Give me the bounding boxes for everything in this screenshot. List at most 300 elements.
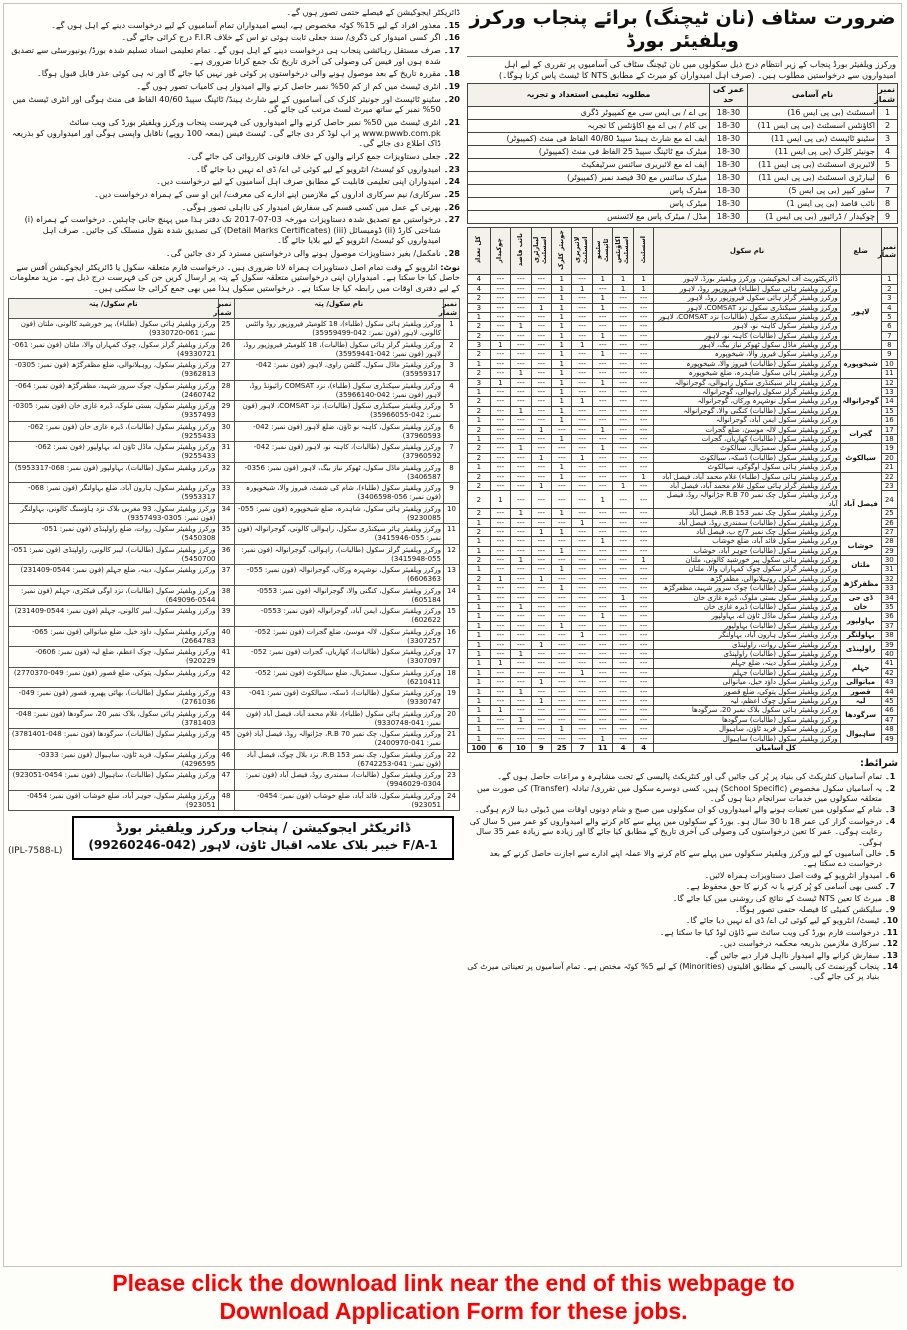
- vacancy-count: ---: [490, 425, 510, 434]
- vacancy-count: ---: [613, 612, 633, 621]
- vacancy-count: ---: [613, 649, 633, 658]
- vacancy-count: ---: [511, 612, 531, 621]
- instruction-number: 26۔: [443, 201, 460, 212]
- vacancy-count: 1: [531, 303, 551, 312]
- vacancy-total: 2: [468, 527, 491, 536]
- vacancy-count: ---: [572, 574, 592, 583]
- vacancy-row: [468, 435, 898, 444]
- positions-col-name: نام آسامی: [748, 83, 878, 106]
- instruction-item: [8, 189, 460, 200]
- vacancy-count: ---: [531, 565, 551, 574]
- term-item: [467, 916, 898, 926]
- school-row: [9, 442, 460, 463]
- vacancy-count: ---: [633, 678, 653, 687]
- vacancy-count: ---: [592, 640, 612, 649]
- vac-col-post: [592, 227, 612, 274]
- vacancy-count: ---: [490, 621, 510, 630]
- vacancy-district: قصور: [840, 687, 881, 696]
- vacancy-row: [468, 341, 898, 350]
- instruction-number: 23۔: [443, 163, 460, 174]
- vacancy-count: 1: [511, 509, 531, 518]
- vacancy-count: ---: [490, 631, 510, 640]
- vacancy-count: 1: [572, 341, 592, 350]
- vacancy-total: 1: [468, 649, 491, 658]
- school-sno: 35: [218, 524, 234, 545]
- vacancy-count: ---: [613, 621, 633, 630]
- position-age: 18-30: [710, 184, 748, 197]
- instruction-text: انٹری ٹیسٹ میں کم از کم 50% نمبر حاصل کرنے والے امیدوار ہی کامیاب تصور ہوں گے۔: [136, 80, 441, 91]
- vacancy-totals-count: 9: [531, 743, 551, 752]
- vacancy-school: ورکرز ویلفیئر سکول داؤد خیل، میانوالی: [654, 678, 840, 687]
- school-sno: 34: [218, 503, 234, 524]
- instruction-item: [8, 32, 460, 43]
- instruction-text: امیدواران اپنی تعلیمی قابلیت کے مطابق صرف اہل آسامیوں کے لیے درخواست دیں۔: [156, 176, 441, 187]
- position-name: لائبریری اسسٹنٹ (بی پی ایس 11): [748, 158, 878, 171]
- school-sno: 31: [218, 442, 234, 463]
- vacancy-count: ---: [633, 631, 653, 640]
- vacancy-count: ---: [633, 584, 653, 593]
- vacancy-row: [468, 537, 898, 546]
- vacancy-row: [468, 649, 898, 658]
- vacancy-count: ---: [511, 481, 531, 490]
- vacancy-count: 1: [633, 472, 653, 481]
- school-row: [9, 524, 460, 545]
- vacancy-count: ---: [552, 734, 572, 743]
- vacancy-count: 1: [511, 556, 531, 565]
- school-name: ورکرز ویلفیئر سکول (طالبات)، سرگودھا (فون نمبر: 048-3781401): [9, 729, 219, 750]
- vacancy-total: 1: [468, 537, 491, 546]
- vacancy-count: 1: [490, 706, 510, 715]
- vacancy-district: بہاولپور: [840, 612, 881, 631]
- school-name: ورکرز ویلفیئر ہائی سکول (طلباء)، 18 کلومیٹر فیروزپور روڈ وائٹس کالونی، لاہور (فون نمبر: 042-35959499): [234, 319, 444, 340]
- download-notice-line1: Please click the download link near the end of this webpage to: [112, 1269, 795, 1296]
- vacancy-school: ورکرز ویلفیئر ہائی سکول (طلباء) غلام محمد آباد، فیصل آباد: [654, 472, 840, 481]
- vacancy-school: ورکرز ویلفیئر سکول کاہنہ نو، لاہور: [654, 322, 840, 331]
- vacancy-count: ---: [572, 312, 592, 321]
- vacancy-count: ---: [613, 294, 633, 303]
- position-sno: 4: [878, 145, 898, 158]
- vacancy-school: ورکرز ویلفیئر سکول (طالبات) چوک سرور شہید، مظفرگڑھ: [654, 584, 840, 593]
- vacancy-count: ---: [572, 725, 592, 734]
- vacancy-district: سرگودھا: [840, 706, 881, 725]
- vacancy-count: 1: [552, 275, 572, 284]
- vacancy-total: 2: [468, 472, 491, 481]
- vacancy-count: ---: [572, 584, 592, 593]
- vacancy-count: ---: [613, 574, 633, 583]
- school-name: ورکرز ویلفیئر سکول، پتوکی، ضلع قصور (فون نمبر: 049-2770370): [9, 667, 219, 688]
- vacancy-count: ---: [633, 322, 653, 331]
- position-qualification: ایف اے مع شارٹ ہینڈ سپیڈ 40/80 الفاظ فی منٹ (کمپیوٹر): [468, 132, 710, 145]
- vacancy-count: ---: [572, 640, 592, 649]
- vacancy-count: ---: [531, 294, 551, 303]
- vacancy-count: ---: [592, 678, 612, 687]
- vacancy-row: [468, 734, 898, 743]
- positions-col-age: عمر کی حد: [710, 83, 748, 106]
- position-age: 18-30: [710, 119, 748, 132]
- vacancy-count: ---: [511, 294, 531, 303]
- instruction-number: 21۔: [443, 116, 460, 127]
- terms-heading: شرائط:: [860, 758, 898, 770]
- vacancy-totals-count: 7: [572, 743, 592, 752]
- instruction-text: سٹینو ٹائپسٹ اور جونیئر کلرک کی آسامیوں کے لیے شارٹ ہینڈ/ ٹائپنگ سپیڈ 40/60 الفاظ فی منٹ ہوگی اور انٹری ٹیسٹ میں 50% نمبر کے ساتھ میرٹ لسٹ مرتب کی جائے گی۔: [12, 93, 441, 115]
- term-item: [467, 882, 898, 892]
- instruction-item: [8, 94, 460, 115]
- vacancy-count: ---: [490, 546, 510, 555]
- vacancy-count: ---: [511, 574, 531, 583]
- vacancy-count: 1: [511, 603, 531, 612]
- vacancy-count: ---: [592, 556, 612, 565]
- vacancy-row: [468, 294, 898, 303]
- vacancy-total: 1: [468, 621, 491, 630]
- vacancy-count: ---: [633, 453, 653, 462]
- vacancy-school: ورکرز ویلفیئر سکول چک نمبر R.B 153، فیصل آباد: [654, 509, 840, 518]
- vacancy-sno: 34: [881, 593, 897, 602]
- school-name: ورکرز ویلفیئر سکول (طالبات)، ڈسکہ، سیالکوٹ (فون نمبر: 041-9330747): [234, 688, 444, 709]
- vacancy-count: ---: [592, 322, 612, 331]
- term-number: 2۔: [885, 783, 896, 793]
- vacancy-count: ---: [531, 593, 551, 602]
- vacancy-count: ---: [613, 312, 633, 321]
- vacancy-sno: 9: [881, 350, 897, 359]
- term-number: 4۔: [885, 816, 896, 826]
- vacancy-total: 1: [468, 546, 491, 555]
- vacancy-count: ---: [572, 612, 592, 621]
- school-sno: 5: [444, 401, 460, 422]
- vacancy-count: ---: [490, 322, 510, 331]
- vacancy-count: ---: [490, 463, 510, 472]
- vacancy-count: ---: [633, 312, 653, 321]
- vacancy-sno: 47: [881, 715, 897, 724]
- position-name: چوکیدار / ڈرائیور (بی پی ایس 1): [748, 210, 878, 223]
- vacancy-count: ---: [572, 378, 592, 387]
- vacancy-count: ---: [592, 518, 612, 527]
- vacancy-count: ---: [613, 341, 633, 350]
- vacancy-count: ---: [531, 725, 551, 734]
- vacancy-count: ---: [613, 435, 633, 444]
- vacancy-school: ورکرز ویلفیئر ماڈل سکول ٹھوکر نیاز بیگ، لاہور: [654, 341, 840, 350]
- vacancy-count: 1: [552, 621, 572, 630]
- vacancy-count: ---: [531, 369, 551, 378]
- vac-col-post: [511, 227, 531, 274]
- term-item: [467, 871, 898, 881]
- school-name: ورکرز ویلفیئر گرلز سکول (طالبات)، راہوالی، گوجرانوالہ (فون نمبر: 055-3415948): [234, 544, 444, 565]
- vacancy-sno: 16: [881, 416, 897, 425]
- vacancy-sno: 44: [881, 687, 897, 696]
- vacancy-count: ---: [613, 706, 633, 715]
- vacancy-count: ---: [633, 640, 653, 649]
- instruction-number: 22۔: [443, 150, 460, 161]
- vacancy-total: 1: [468, 584, 491, 593]
- school-name: ورکرز ویلفیئر سکول، بستی ملوک، ڈیرہ غازی خان (فون نمبر: 0305-9357493): [9, 401, 219, 422]
- vacancy-count: 1: [592, 303, 612, 312]
- vacancy-count: ---: [490, 584, 510, 593]
- position-sno: 7: [878, 184, 898, 197]
- vacancy-count: ---: [613, 472, 633, 481]
- vacancy-district: ملتان: [840, 556, 881, 575]
- vacancy-sno: 43: [881, 678, 897, 687]
- position-row: [468, 197, 898, 210]
- vacancy-count: ---: [592, 341, 612, 350]
- school-row: [9, 380, 460, 401]
- vacancy-district: مظفرگڑھ: [840, 574, 881, 593]
- vacancy-school: ورکرز ویلفیئر سکول نوشہرہ ورکاں، گوجرانوالہ: [654, 397, 840, 406]
- vacancy-count: ---: [511, 453, 531, 462]
- vacancy-sno: 6: [881, 322, 897, 331]
- vacancy-district: گجرات: [840, 425, 881, 444]
- vacancy-count: ---: [633, 294, 653, 303]
- vacancy-count: ---: [613, 303, 633, 312]
- vacancy-sno: 8: [881, 341, 897, 350]
- vacancy-count: 1: [613, 284, 633, 293]
- vacancy-count: 1: [552, 331, 572, 340]
- vac-col-post-label: اکاؤنٹس اسسٹنٹ: [614, 236, 631, 264]
- term-item: [467, 784, 898, 805]
- vacancy-district: لیہ: [840, 696, 881, 705]
- vacancy-count: ---: [633, 565, 653, 574]
- vacancy-total: 2: [468, 444, 491, 453]
- vacancy-count: ---: [592, 584, 612, 593]
- position-sno: 9: [878, 210, 898, 223]
- vacancy-school: ورکرز ویلفیئر سکول (طالبات) کھاریاں، گجرات: [654, 435, 840, 444]
- vacancy-count: ---: [490, 640, 510, 649]
- school-name: ورکرز ویلفیئر سکول، ایمن آباد، گوجرانوالہ (فون نمبر: 0553-602622): [234, 606, 444, 627]
- school-name: ورکرز ویلفیئر سکول، چک نمبر R.B 70، جڑانوالہ روڈ، فیصل آباد (فون نمبر: 041-2400970): [234, 729, 444, 750]
- vacancy-count: 1: [552, 378, 572, 387]
- vacancy-count: ---: [633, 491, 653, 509]
- vacancy-total: 1: [468, 696, 491, 705]
- vacancy-total: 1: [468, 734, 491, 743]
- position-age: 18-30: [710, 197, 748, 210]
- vacancy-count: ---: [490, 359, 510, 368]
- position-sno: 6: [878, 171, 898, 184]
- vacancy-count: 1: [552, 546, 572, 555]
- vacancy-count: ---: [531, 463, 551, 472]
- school-row: [9, 626, 460, 647]
- term-number: 14۔: [882, 961, 898, 971]
- vacancy-count: 1: [490, 378, 510, 387]
- vacancy-count: ---: [531, 312, 551, 321]
- vacancy-sno: 3: [881, 294, 897, 303]
- vacancy-row: [468, 612, 898, 621]
- vacancy-count: ---: [572, 425, 592, 434]
- vacancy-count: 1: [592, 425, 612, 434]
- instruction-item: [8, 248, 460, 259]
- vacancy-total: 2: [468, 509, 491, 518]
- vacancy-count: ---: [592, 621, 612, 630]
- position-row: [468, 106, 898, 119]
- vacancy-sno: 21: [881, 463, 897, 472]
- term-text: کسی بھی آسامی کو پُر کرنے یا نہ کرنے کا حق محفوظ ہے۔: [685, 882, 882, 892]
- vacancy-row: [468, 397, 898, 406]
- vacancy-count: ---: [633, 574, 653, 583]
- vacancy-count: 1: [633, 275, 653, 284]
- vacancy-sno: 39: [881, 640, 897, 649]
- vacancy-count: ---: [572, 734, 592, 743]
- vacancy-count: ---: [613, 584, 633, 593]
- vacancy-count: ---: [592, 416, 612, 425]
- instruction-text: صرف مستقل رہائشی پنجاب ہی درخواست دینے کے اہل ہوں گے۔ تمام تعلیمی اسناد تسلیم شدہ بورڈ/ یونیورسٹی سے تصدیق شدہ ہوں اور فیس کی وصولی کی آخری تاریخ تک جمع کرانا ضروری ہے۔: [11, 44, 441, 66]
- vacancy-district: خوشاب: [840, 537, 881, 556]
- vacancy-count: ---: [572, 435, 592, 444]
- vacancy-row: [468, 687, 898, 696]
- vacancy-count: ---: [511, 397, 531, 406]
- schools-col-name: نام سکول/ پتہ: [234, 298, 444, 319]
- position-row: [468, 210, 898, 223]
- vacancy-count: ---: [633, 406, 653, 415]
- vacancy-row: [468, 565, 898, 574]
- vacancy-count: ---: [633, 369, 653, 378]
- vacancy-count: ---: [490, 715, 510, 724]
- instruction-text: سرکاری/ نیم سرکاری اداروں کے ملازمین اپنے ادارے کی معرفت/ این او سی کے ہمراہ درخواست دیں۔: [94, 188, 441, 199]
- vac-col-post-label: لائبریری اسسٹنٹ: [573, 236, 590, 264]
- vacancy-count: ---: [490, 284, 510, 293]
- vacancy-total: 1: [468, 518, 491, 527]
- vacancy-count: ---: [613, 369, 633, 378]
- vacancy-row: [468, 715, 898, 724]
- vacancy-count: 1: [633, 284, 653, 293]
- vac-col-post-label: سٹینو ٹائپسٹ: [593, 238, 610, 262]
- vacancy-count: ---: [511, 527, 531, 536]
- instruction-item: [8, 151, 460, 162]
- vacancy-count: 1: [592, 275, 612, 284]
- vacancy-count: ---: [531, 734, 551, 743]
- instruction-item: [8, 176, 460, 187]
- vacancy-count: ---: [613, 687, 633, 696]
- position-name: نائب قاصد (بی پی ایس 1): [748, 197, 878, 210]
- school-sno: 23: [444, 770, 460, 791]
- vacancy-count: ---: [592, 472, 612, 481]
- vacancy-count: ---: [511, 435, 531, 444]
- vacancy-school: ورکرز ویلفیئر سکول فیروز والا، شیخوپورہ: [654, 350, 840, 359]
- position-sno: 2: [878, 119, 898, 132]
- school-sno: 45: [218, 729, 234, 750]
- school-sno: 9: [444, 483, 460, 504]
- position-age: 18-30: [710, 171, 748, 184]
- vacancy-sno: 25: [881, 509, 897, 518]
- vacancy-count: ---: [511, 275, 531, 284]
- vacancy-school: ورکرز ویلفیئر ہائی سکول بلاک نمبر 20، سرگودھا: [654, 706, 840, 715]
- vacancy-total: 1: [468, 435, 491, 444]
- school-name: ورکرز ویلفیئر سکول، سمبڑیال، ضلع سیالکوٹ (فون نمبر: 052-6210411): [234, 667, 444, 688]
- vacancy-count: 1: [613, 481, 633, 490]
- term-item: [467, 894, 898, 904]
- vacancy-count: ---: [490, 678, 510, 687]
- vacancy-count: ---: [531, 687, 551, 696]
- vacancy-count: ---: [572, 546, 592, 555]
- vacancy-sno: 14: [881, 397, 897, 406]
- ad-intro: ورکرز ویلفیئر بورڈ پنجاب کے زیر انتظام درج ذیل سکولوں میں نان ٹیچنگ سٹاف کی آسامیوں پر تقرری کے لیے اہل امیدواروں سے درخواستیں مطلوب ہیں۔ (صرف اہل امیدواران کو میرٹ کے مطابق NTS کا ٹیسٹ پاس کرنا ہوگا۔): [498, 58, 896, 80]
- school-sno: 20: [444, 708, 460, 729]
- vacancy-count: ---: [613, 378, 633, 387]
- vacancy-school: ورکرز ویلفیئر گرلز سکول چوک کمہاراں والا، ملتان: [654, 565, 840, 574]
- vacancy-count: ---: [633, 696, 653, 705]
- director-address: F/A-1 خیبر بلاک علامہ اقبال ٹاؤن، لاہور (042-99260246): [88, 838, 438, 853]
- vacancy-count: ---: [592, 359, 612, 368]
- vacancy-count: ---: [531, 416, 551, 425]
- vacancy-totals-count: 4: [613, 743, 633, 752]
- vacancy-school: ورکرز ویلفیئر سکول (طالبات) فیروز والا، شیخوپورہ: [654, 359, 840, 368]
- vacancy-count: ---: [572, 322, 592, 331]
- vac-col-school: نام سکول: [654, 227, 840, 274]
- vacancy-count: ---: [633, 687, 653, 696]
- vacancy-count: ---: [490, 388, 510, 397]
- term-number: 9۔: [885, 904, 896, 914]
- vacancy-row: [468, 518, 898, 527]
- vacancy-row: [468, 546, 898, 555]
- vacancy-count: ---: [613, 696, 633, 705]
- vacancy-district: میانوالی: [840, 678, 881, 687]
- vacancy-total: 2: [468, 350, 491, 359]
- vacancy-row: [468, 725, 898, 734]
- vacancy-count: ---: [511, 463, 531, 472]
- vacancy-total: 1: [468, 312, 491, 321]
- position-age: 18-30: [710, 145, 748, 158]
- term-number: 12۔: [882, 939, 898, 949]
- vacancy-count: ---: [531, 378, 551, 387]
- vacancy-row: [468, 444, 898, 453]
- school-name: ورکرز ویلفیئر ہائی سکول (طلباء)، پیر خورشید کالونی، ملتان (فون نمبر: 061-9330720): [9, 319, 219, 340]
- instruction-number: 27۔: [443, 214, 460, 225]
- vacancy-row: [468, 369, 898, 378]
- vacancy-district: راولپنڈی: [840, 640, 881, 659]
- school-sno: 40: [218, 626, 234, 647]
- vacancy-count: ---: [592, 574, 612, 583]
- vacancy-count: ---: [633, 668, 653, 677]
- vacancy-count: 1: [552, 303, 572, 312]
- vacancy-count: ---: [531, 546, 551, 555]
- school-name: ورکرز ویلفیئر گرلز سکول، چوک کمہاراں والا، ملتان (فون نمبر: 061-49330721): [9, 339, 219, 360]
- vacancy-count: ---: [490, 331, 510, 340]
- vacancy-row: [468, 453, 898, 462]
- position-name: جونیئر کلرک (بی پی ایس 11): [748, 145, 878, 158]
- vacancy-row: [468, 303, 898, 312]
- vacancy-count: ---: [572, 388, 592, 397]
- vacancy-count: ---: [531, 406, 551, 415]
- vacancy-count: ---: [490, 444, 510, 453]
- position-name: اکاؤنٹس اسسٹنٹ (بی پی ایس 11): [748, 119, 878, 132]
- school-row: [9, 360, 460, 381]
- vacancy-row: [468, 425, 898, 434]
- vac-col-post-label: چوکیدار: [495, 237, 504, 263]
- vacancy-school: ورکرز ویلفیئر سکول ماڈل ٹاؤن اے، بہاولپور: [654, 612, 840, 621]
- vacancy-count: 1: [552, 341, 572, 350]
- vacancy-row: [468, 406, 898, 415]
- vacancy-count: 1: [552, 359, 572, 368]
- school-row: [9, 462, 460, 483]
- vacancy-count: ---: [490, 275, 510, 284]
- download-notice: [0, 1269, 907, 1327]
- director-address-box: [72, 816, 453, 859]
- vacancy-school: ورکرز ویلفیئر سکول (طالبات) سرگودھا: [654, 715, 840, 724]
- vacancy-sno: 46: [881, 706, 897, 715]
- instructions-lead: ڈائریکٹر ایجوکیشن کے فیصلے حتمی تصور ہوں گے۔: [286, 7, 460, 17]
- vacancy-sno: 18: [881, 435, 897, 444]
- vacancy-district: بہاولنگر: [840, 631, 881, 640]
- vacancy-total: 2: [468, 556, 491, 565]
- vacancy-count: ---: [552, 715, 572, 724]
- vacancy-count: ---: [572, 416, 592, 425]
- position-age: 18-30: [710, 210, 748, 223]
- vacancy-school: ورکرز ویلفیئر سکول (طالبات) ڈسکہ، سیالکوٹ: [654, 453, 840, 462]
- vacancy-count: ---: [633, 518, 653, 527]
- vacancy-count: ---: [633, 463, 653, 472]
- vacancy-count: ---: [531, 341, 551, 350]
- vacancy-count: ---: [531, 584, 551, 593]
- vacancy-school: ورکرز ویلفیئر گرلز ہائی سکول غلام محمد آباد، فیصل آباد: [654, 481, 840, 490]
- vacancy-count: 1: [592, 331, 612, 340]
- position-age: 18-30: [710, 158, 748, 171]
- vacancy-count: ---: [531, 350, 551, 359]
